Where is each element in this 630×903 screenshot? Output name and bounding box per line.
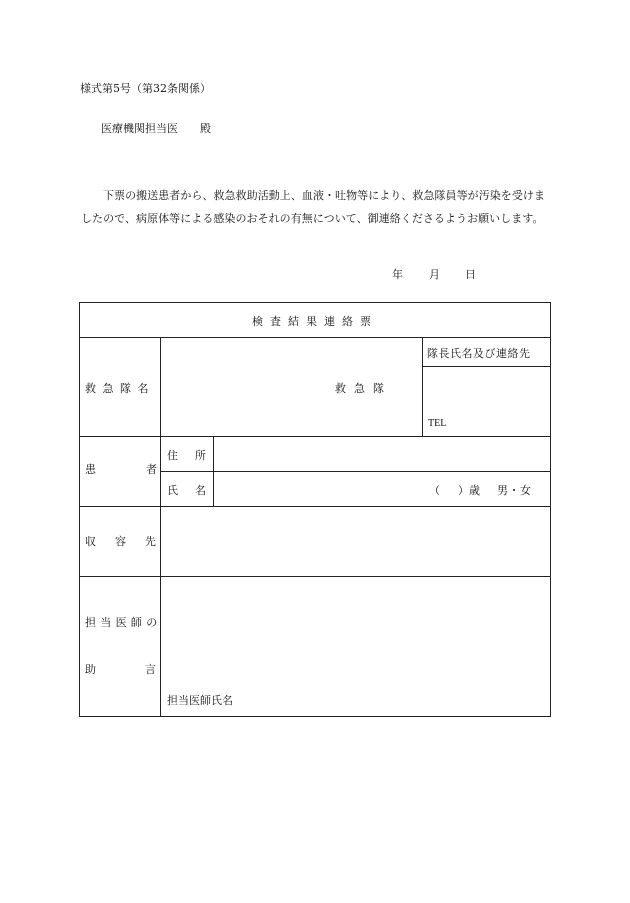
table-rule-team	[79, 436, 551, 437]
date-year-label: 年	[392, 268, 403, 281]
date-day-label: 日	[465, 268, 476, 281]
advice-label-line2b: 言	[145, 663, 156, 676]
table-col-label	[160, 337, 161, 716]
table-border-top	[79, 302, 551, 303]
table-rule-captain	[422, 366, 551, 367]
table-rule-destination	[79, 576, 551, 577]
form-title: 検査結果連絡票	[252, 315, 378, 328]
table-rule-title	[79, 337, 551, 338]
name-label-2: 名	[195, 484, 206, 497]
team-suffix: 救急隊	[335, 382, 392, 395]
addressee-label: 医療機関担当医	[101, 122, 178, 135]
team-name-label: 救急隊名	[85, 382, 155, 395]
form-id: 様式第5号（第32条関係）	[80, 82, 211, 95]
address-label-2: 所	[195, 449, 206, 462]
destination-label-2: 容	[115, 535, 126, 548]
table-rule-patient	[79, 506, 551, 507]
tel-label: TEL	[428, 418, 447, 429]
table-border-right	[550, 302, 551, 717]
doctor-name-label: 担当医師氏名	[167, 694, 233, 707]
table-border-bottom	[79, 716, 551, 717]
request-body-text: 下票の搬送患者から、救急救助活動上、血液・吐物等により、救急隊員等が汚染を受けましたので、病原体等による感染のおそれの有無について、御連絡くださるようお願いします。	[81, 189, 545, 225]
date-month-label: 月	[429, 268, 440, 281]
name-label-1: 氏	[167, 484, 178, 497]
table-col-sublabel	[213, 436, 214, 506]
patient-label-2: 者	[146, 463, 157, 476]
table-col-captain	[422, 337, 423, 436]
patient-label-1: 患	[85, 463, 96, 476]
age-open-paren: （	[429, 484, 440, 497]
sex-label: 男・女	[497, 484, 532, 497]
addressee	[101, 120, 211, 136]
table-border-left	[79, 302, 80, 717]
advice-label-line1: 担当医師の	[85, 616, 162, 629]
address-label-1: 住	[167, 449, 178, 462]
captain-contact-label: 隊長氏名及び連絡先	[427, 347, 531, 360]
destination-label-1: 収	[85, 535, 96, 548]
age-close-label: ）歳	[458, 484, 480, 497]
addressee-suffix: 殿	[200, 122, 211, 135]
destination-label-3: 先	[145, 535, 156, 548]
advice-label-line2a: 助	[85, 663, 96, 676]
table-rule-address	[160, 471, 551, 472]
